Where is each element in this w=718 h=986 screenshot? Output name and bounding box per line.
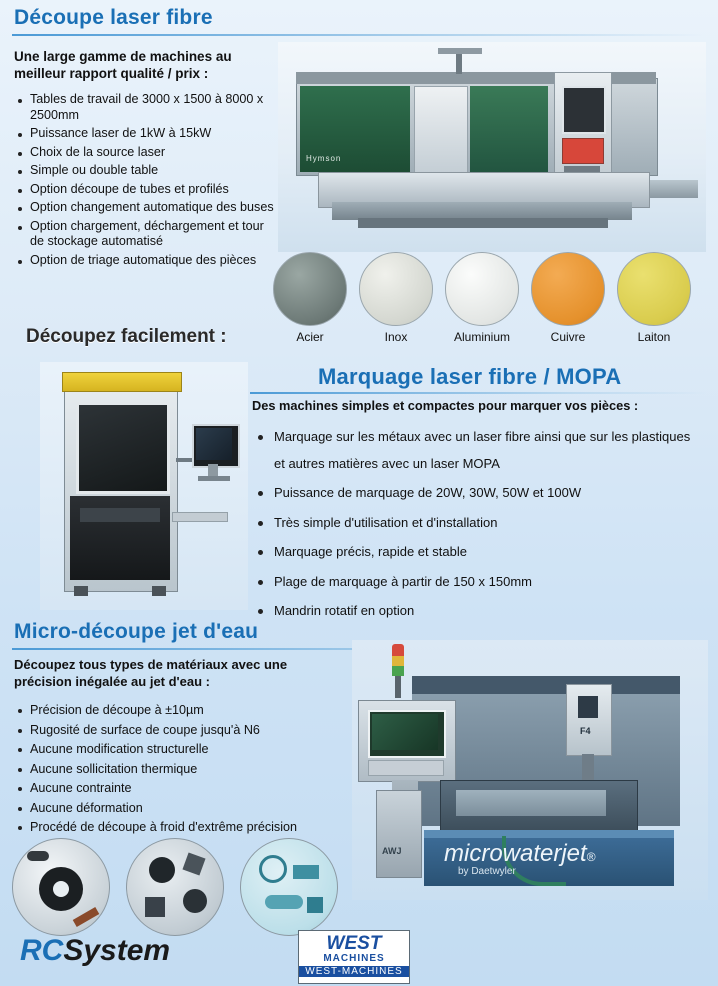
material-label: Inox bbox=[384, 330, 408, 344]
west-logo-line3: WEST-MACHINES bbox=[299, 966, 409, 977]
fiber-cutting-intro: Une large gamme de machines au meilleur rapport qualité / prix : bbox=[14, 49, 232, 81]
list-item: Marquage précis, rapide et stable bbox=[252, 539, 704, 566]
fiber-cutting-bullets bbox=[14, 92, 279, 271]
company-logo bbox=[20, 934, 170, 968]
marking-title: Marquage laser fibre / MOPA bbox=[318, 364, 622, 389]
marking-divider bbox=[250, 392, 706, 394]
list-item: Tables de travail de 3000 x 1500 à 8000 x 2500mm bbox=[14, 92, 279, 123]
list-item: Simple ou double table bbox=[14, 163, 279, 179]
list-item: Marquage sur les métaux avec un laser fibre ainsi que sur les plastiques et autres matières avec un laser MOPA bbox=[252, 424, 704, 477]
sample-disc bbox=[240, 838, 338, 936]
waterjet-title: Micro-découpe jet d'eau bbox=[14, 620, 259, 643]
materials-heading: Découpez facilement : bbox=[26, 326, 227, 347]
material-swatch bbox=[358, 252, 434, 344]
waterjet-intro: Découpez tous types de matériaux avec une précision inégalée au jet d'eau : bbox=[14, 657, 288, 689]
material-swatch bbox=[530, 252, 606, 344]
waterjet-logo-reg: ® bbox=[586, 850, 596, 864]
list-item: Puissance de marquage de 20W, 30W, 50W et 100W bbox=[252, 480, 704, 507]
marking-bullets bbox=[252, 424, 704, 628]
list-item: Choix de la source laser bbox=[14, 145, 279, 161]
waterjet-logo-sub: by Daetwyler bbox=[458, 866, 516, 877]
list-item: Aucune modification structurelle bbox=[14, 741, 364, 758]
list-item: Option chargement, déchargement et tour de stockage automatisé bbox=[14, 219, 279, 250]
west-logo-line2: MACHINES bbox=[323, 953, 385, 964]
machine-brand-label: Hymson bbox=[306, 154, 342, 163]
list-item: Mandrin rotatif en option bbox=[252, 598, 704, 625]
materials-swatches bbox=[272, 252, 710, 352]
list-item: Aucune sollicitation thermique bbox=[14, 761, 364, 778]
company-logo-prefix: RC bbox=[20, 934, 64, 967]
material-swatch bbox=[444, 252, 520, 344]
sample-disc bbox=[126, 838, 224, 936]
material-label: Acier bbox=[296, 330, 324, 344]
material-swatch bbox=[272, 252, 348, 344]
waterjet-machine-photo bbox=[352, 640, 708, 900]
material-swatch bbox=[616, 252, 692, 344]
waterjet-logo-main: microwaterjet bbox=[444, 840, 587, 867]
list-item: Puissance laser de 1kW à 15kW bbox=[14, 126, 279, 142]
list-item: Aucune contrainte bbox=[14, 780, 364, 797]
material-disc bbox=[273, 252, 347, 326]
list-item: Procédé de découpe à froid d'extrême précision bbox=[14, 819, 364, 836]
list-item: Plage de marquage à partir de 150 x 150mm bbox=[252, 569, 704, 596]
material-label: Cuivre bbox=[550, 330, 586, 344]
material-label: Laiton bbox=[637, 330, 671, 344]
list-item: Option de triage automatique des pièces bbox=[14, 253, 279, 269]
page-title: Découpe laser fibre bbox=[14, 6, 213, 29]
marking-machine-photo bbox=[40, 362, 248, 610]
list-item: Très simple d'utilisation et d'installation bbox=[252, 510, 704, 537]
marking-intro: Des machines simples et compactes pour marquer vos pièces : bbox=[252, 398, 639, 413]
material-disc bbox=[445, 252, 519, 326]
list-item: Rugosité de surface de coupe jusqu'à N6 bbox=[14, 722, 364, 739]
material-disc bbox=[531, 252, 605, 326]
list-item: Option changement automatique des buses bbox=[14, 200, 279, 216]
west-logo-line1: WEST bbox=[326, 933, 382, 954]
material-label: Aluminium bbox=[453, 330, 510, 344]
machine-side-label: AWJ bbox=[382, 846, 402, 856]
material-disc bbox=[617, 252, 691, 326]
sample-parts-photos bbox=[8, 838, 358, 938]
company-logo-rest: System bbox=[63, 934, 171, 967]
list-item: Aucune déformation bbox=[14, 800, 364, 817]
fiber-laser-machine-photo bbox=[278, 42, 706, 252]
list-item: Option découpe de tubes et profilés bbox=[14, 182, 279, 198]
sample-disc bbox=[12, 838, 110, 936]
west-machines-logo bbox=[298, 930, 410, 984]
header-divider bbox=[12, 34, 706, 36]
list-item: Précision de découpe à ±10µm bbox=[14, 702, 364, 719]
machine-panel-label: F4 bbox=[580, 726, 591, 736]
waterjet-bullets bbox=[14, 702, 364, 839]
material-disc bbox=[359, 252, 433, 326]
